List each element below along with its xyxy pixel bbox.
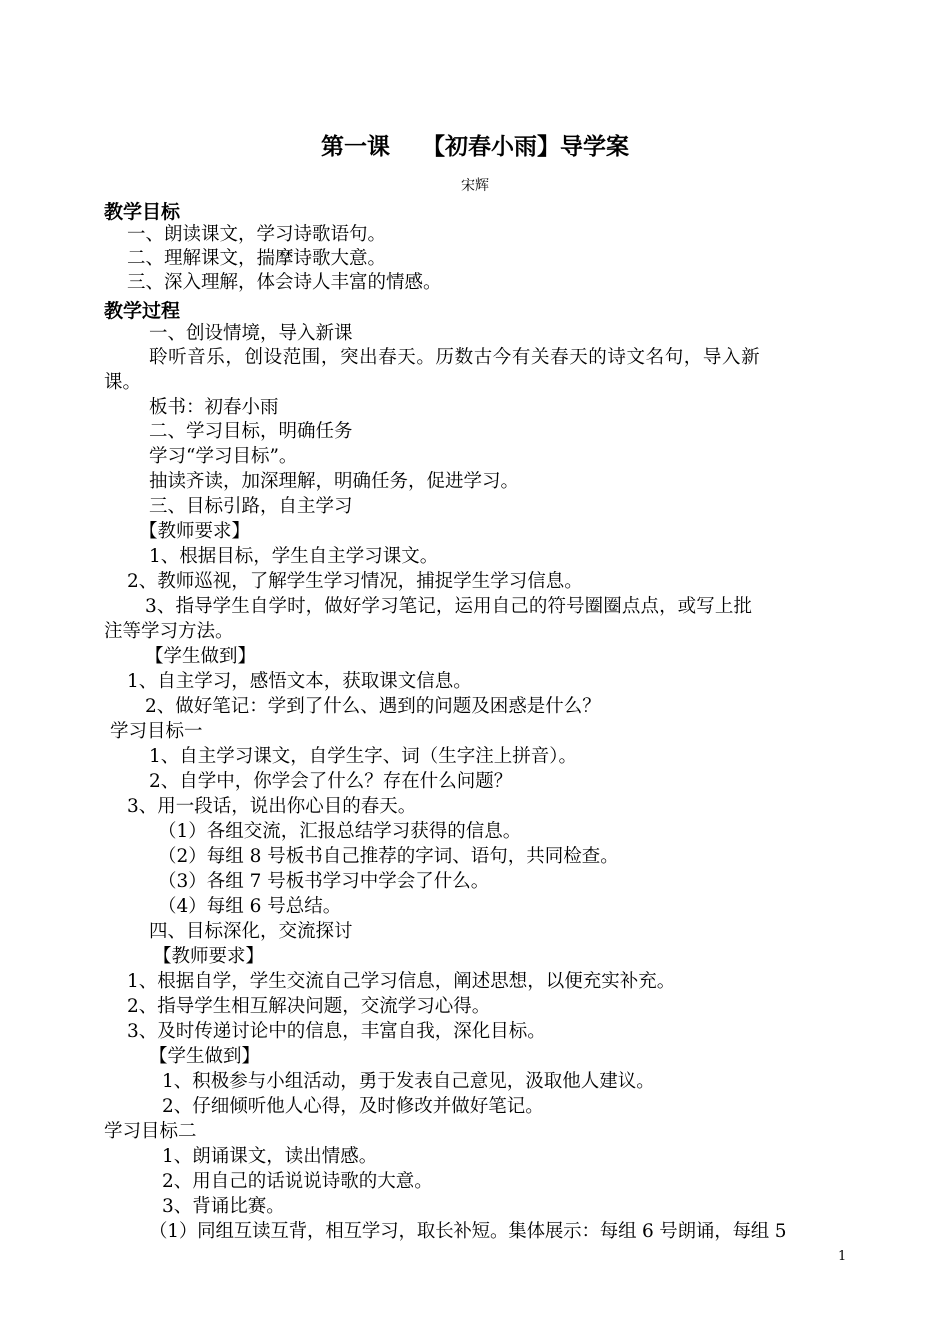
list-item: 2、用自己的话说说诗歌的大意。: [162, 1171, 433, 1192]
list-item: （4）每组 6 号总结。: [158, 896, 342, 917]
list-item: 1、朗诵课文，读出情感。: [162, 1146, 378, 1167]
paragraph-line: 学习“学习目标”。: [149, 446, 298, 467]
paragraph-line: 注等学习方法。: [104, 621, 234, 642]
list-item: 2、教师巡视，了解学生学习情况，捕捉学生学习信息。: [127, 571, 583, 592]
list-item: 1、自主学习，感悟文本，获取课文信息。: [127, 671, 472, 692]
section-heading: 一、创设情境，导入新课: [149, 323, 353, 344]
list-item: 2、仔细倾听他人心得，及时修改并做好笔记。: [162, 1096, 544, 1117]
list-item: 3、指导学生自学时，做好学习笔记，运用自己的符号圈圈点点，或写上批: [145, 596, 753, 617]
list-item: 3、用一段话，说出你心目的春天。: [127, 796, 417, 817]
subsection-heading: 学习目标一: [110, 721, 203, 742]
list-item: （1）各组交流，汇报总结学习获得的信息。: [158, 821, 522, 842]
goal-item: 二、理解课文，揣摩诗歌大意。: [127, 248, 387, 269]
list-item: 2、指导学生相互解决问题，交流学习心得。: [127, 996, 491, 1017]
bracket-label: 【学生做到】: [145, 646, 257, 667]
bracket-label: 【教师要求】: [153, 946, 265, 967]
bracket-label: 【教师要求】: [139, 521, 251, 542]
page-number: 1: [838, 1249, 847, 1264]
list-item: 1、根据自学，学生交流自己学习信息，阐述思想，以便充实补充。: [127, 971, 676, 992]
section-heading: 四、目标深化，交流探讨: [149, 921, 353, 942]
goal-item: 一、朗读课文，学习诗歌语句。: [127, 224, 387, 245]
subsection-heading: 学习目标二: [104, 1121, 197, 1142]
section-heading: 三、目标引路，自主学习: [149, 496, 353, 517]
list-item: （2）每组 8 号板书自己推荐的字词、语句，共同检查。: [158, 846, 619, 867]
list-item: 3、及时传递讨论中的信息，丰富自我，深化目标。: [127, 1021, 546, 1042]
paragraph-line: 板书：初春小雨: [149, 397, 279, 418]
paragraph-line: 聆听音乐，创设范围，突出春天。历数古今有关春天的诗文名句，导入新: [149, 347, 761, 368]
list-item: 1、根据目标，学生自主学习课文。: [149, 546, 439, 567]
paragraph-line: 课。: [104, 372, 142, 393]
list-item: 3、背诵比赛。: [162, 1196, 285, 1217]
list-item: （1）同组互读互背，相互学习，取长补短。集体展示：每组 6 号朗诵，每组 5: [149, 1221, 787, 1242]
goals-heading: 教学目标: [104, 201, 181, 223]
list-item: 2、自学中，你学会了什么？存在什么问题？: [149, 771, 513, 792]
list-item: 1、积极参与小组活动，勇于发表自己意见，汲取他人建议。: [162, 1071, 655, 1092]
author-name: 宋辉: [461, 178, 489, 194]
process-heading: 教学过程: [104, 300, 181, 322]
list-item: 2、做好笔记：学到了什么、遇到的问题及困惑是什么？: [145, 696, 601, 717]
goal-item: 三、深入理解，体会诗人丰富的情感。: [127, 272, 442, 293]
paragraph-line: 抽读齐读，加深理解，明确任务，促进学习。: [149, 471, 520, 492]
bracket-label: 【学生做到】: [149, 1046, 261, 1067]
list-item: （3）各组 7 号板书学习中学会了什么。: [158, 871, 490, 892]
section-heading: 二、学习目标，明确任务: [149, 421, 353, 442]
page-title: 第一课 【初春小雨】导学案: [320, 134, 630, 160]
list-item: 1、自主学习课文，自学生字、词（生字注上拼音）。: [149, 746, 578, 767]
